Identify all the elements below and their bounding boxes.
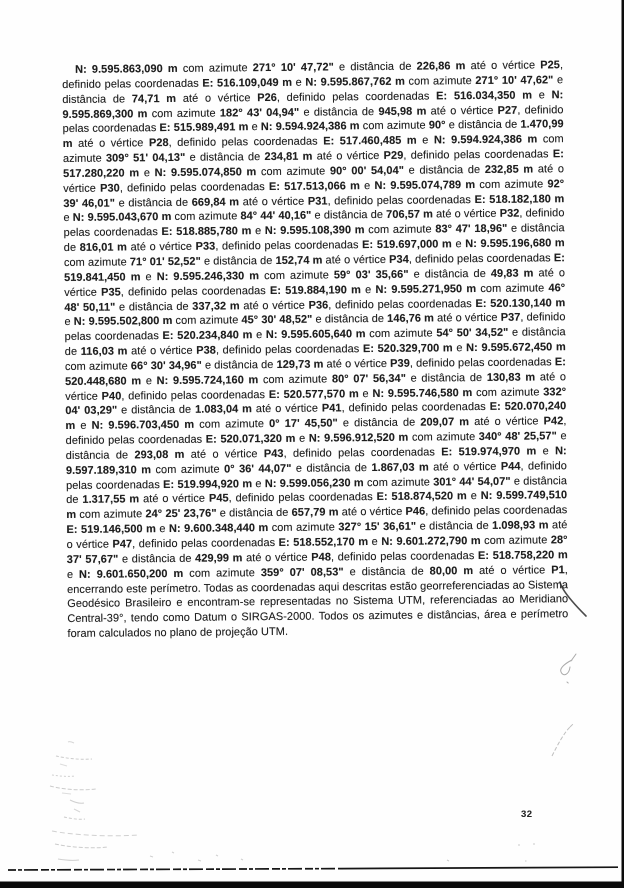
memorial-descritivo-paragraph: N: 9.595.863,090 m com azimute 271° 10' 47,72" e distância de 226,86 m até o vértice P25, definido pelas coordenadas E: 516.109,049 m e N: 9.595.867,762 m com azimute 271° 10' 47,62" e distância de 74,71 m até o vértice P26, definido pelas coordenadas E: 516.034,350 m e N: 9.595.869,300 m com azimute 182° 43' 04,94" e distância de 945,98 m até o vértice P27, definido pelas coordenadas E: 515.989,491 m e N: 9.594.924,386 m com azimute 90° e distância de 1.470,99 m até o vértice P28, definido pelas coordenadas E: 517.460,485 m e N: 9.594.924,386 m com azimute 309° 51' 04,13" e distância de 234,81 m até o vértice P29, definido pelas coordenadas E: 517.280,220 m e N: 9.595.074,850 m com azimute 90° 00' 54,04" e distância de 232,85 m até o vértice P30, definido pelas coordenadas E: 517.513,066 m e N: 9.595.074,789 m com azimute 92° 39' 46,01" e distância de 669,84 m até o vértice P31, definido pelas coordenadas E: 518.182,180 m e N: 9.595.043,670 m com azimute 84° 44' 40,16" e distância de 706,57 m até o vértice P32, definido pelas coordenadas E: 518.885,780 m e N: 9.595.108,390 m com azimute 83° 47' 18,96" e distância de 816,01 m até o vértice P33, definido pelas coordenadas E: 519.697,000 m e N: 9.595.196,680 m com azimute 71° 01' 52,52" e distância de 152,74 m até o vértice P34, definido pelas coordenadas E: 519.841,450 m e N: 9.595.246,330 m com azimute 59° 03' 35,66" e distância de 49,83 m até o vértice P35, definido pelas coordenadas E: 519.884,190 m e N: 9.595.271,950 m com azimute 46° 48' 50,11" e distância de 337,32 m até o vértice P36, definido pelas coordenadas E: 520.130,140 m e N: 9.595.502,800 m com azimute 45° 30' 48,52" e distância de 146,76 m até o vértice P37, definido pelas coordenadas E: 520.234,840 m e N: 9.595.605,640 m com azimute 54° 50' 34,52" e distância de 116,03 m até o vértice P38, definido pelas coordenadas E: 520.329,700 m e N: 9.595.672,450 m com azimute 66° 30' 34,96" e distância de 129,73 m até o vértice P39, definido pelas coordenadas E: 520.448,680 m e N: 9.595.724,160 m com azimute 80° 07' 56,34" e distância de 130,83 m até o vértice P40, definido pelas coordenadas E: 520.577,570 m e N: 9.595.746,580 m com azimute 332° 04' 03,29" e distância de 1.083,04 m até o vértice P41, definido pelas coordenadas E: 520.070,240 m e N: 9.596.703,450 m com azimute 0° 17' 45,50" e distância de 209,07 m até o vértice P42, definido pelas coordenadas E: 520.071,320 m e N: 9.596.912,520 m com azimute 340° 48' 25,57" e distância de 293,08 m até o vértice P43, definido pelas coordenadas E: 519.974,970 m e N: 9.597.189,310 m com azimute 0° 36' 44,07" e distância de 1.867,03 m até o vértice P44, definido pelas coordenadas E: 519.994,920 m e N: 9.599.056,230 m com azimute 301° 44' 54,07" e distância de 1.317,55 m até o vértice P45, definido pelas coordenadas E: 518.874,520 m e N: 9.599.749,510 m com azimute 24° 25' 23,76" e distância de 657,79 m até o vértice P46, definido pelas coordenadas E: 519.146,500 m e N: 9.600.348,440 m com azimute 327° 15' 36,61" e distância de 1.098,93 m até o vértice P47, definido pelas coordenadas E: 518.552,170 m e N: 9.601.272,790 m com azimute 28° 37' 57,67" e distância de 429,99 m até o vértice P48, definido pelas coordenadas E: 518.758,220 m e N: 9.601.650,200 m com azimute 359° 07' 08,53" e distância de 80,00 m até o vértice P1, encerrando este perímetro. Todas as coordenadas aqui descritas estão georreferenciadas ao Sistema Geodésico Brasileiro e encontram-se representadas no Sistema UTM, referenciadas ao Meridiano Central-39°, tendo como Datum o SIRGAS-2000. Todos os azimutes e distâncias, área e perímetro foram calculados no plano de projeção UTM. <box>62 59 569 641</box>
scan-artifact-squiggle <box>561 654 576 683</box>
scan-artifact-slash <box>552 724 573 756</box>
scan-artifact-bottom-line-right <box>340 867 618 868</box>
page-number: 32 <box>521 809 533 820</box>
scan-edge-bottom-band <box>0 882 624 888</box>
scan-artifact-bottom-line-left <box>8 869 340 870</box>
scan-artifact-smudges <box>50 742 535 861</box>
